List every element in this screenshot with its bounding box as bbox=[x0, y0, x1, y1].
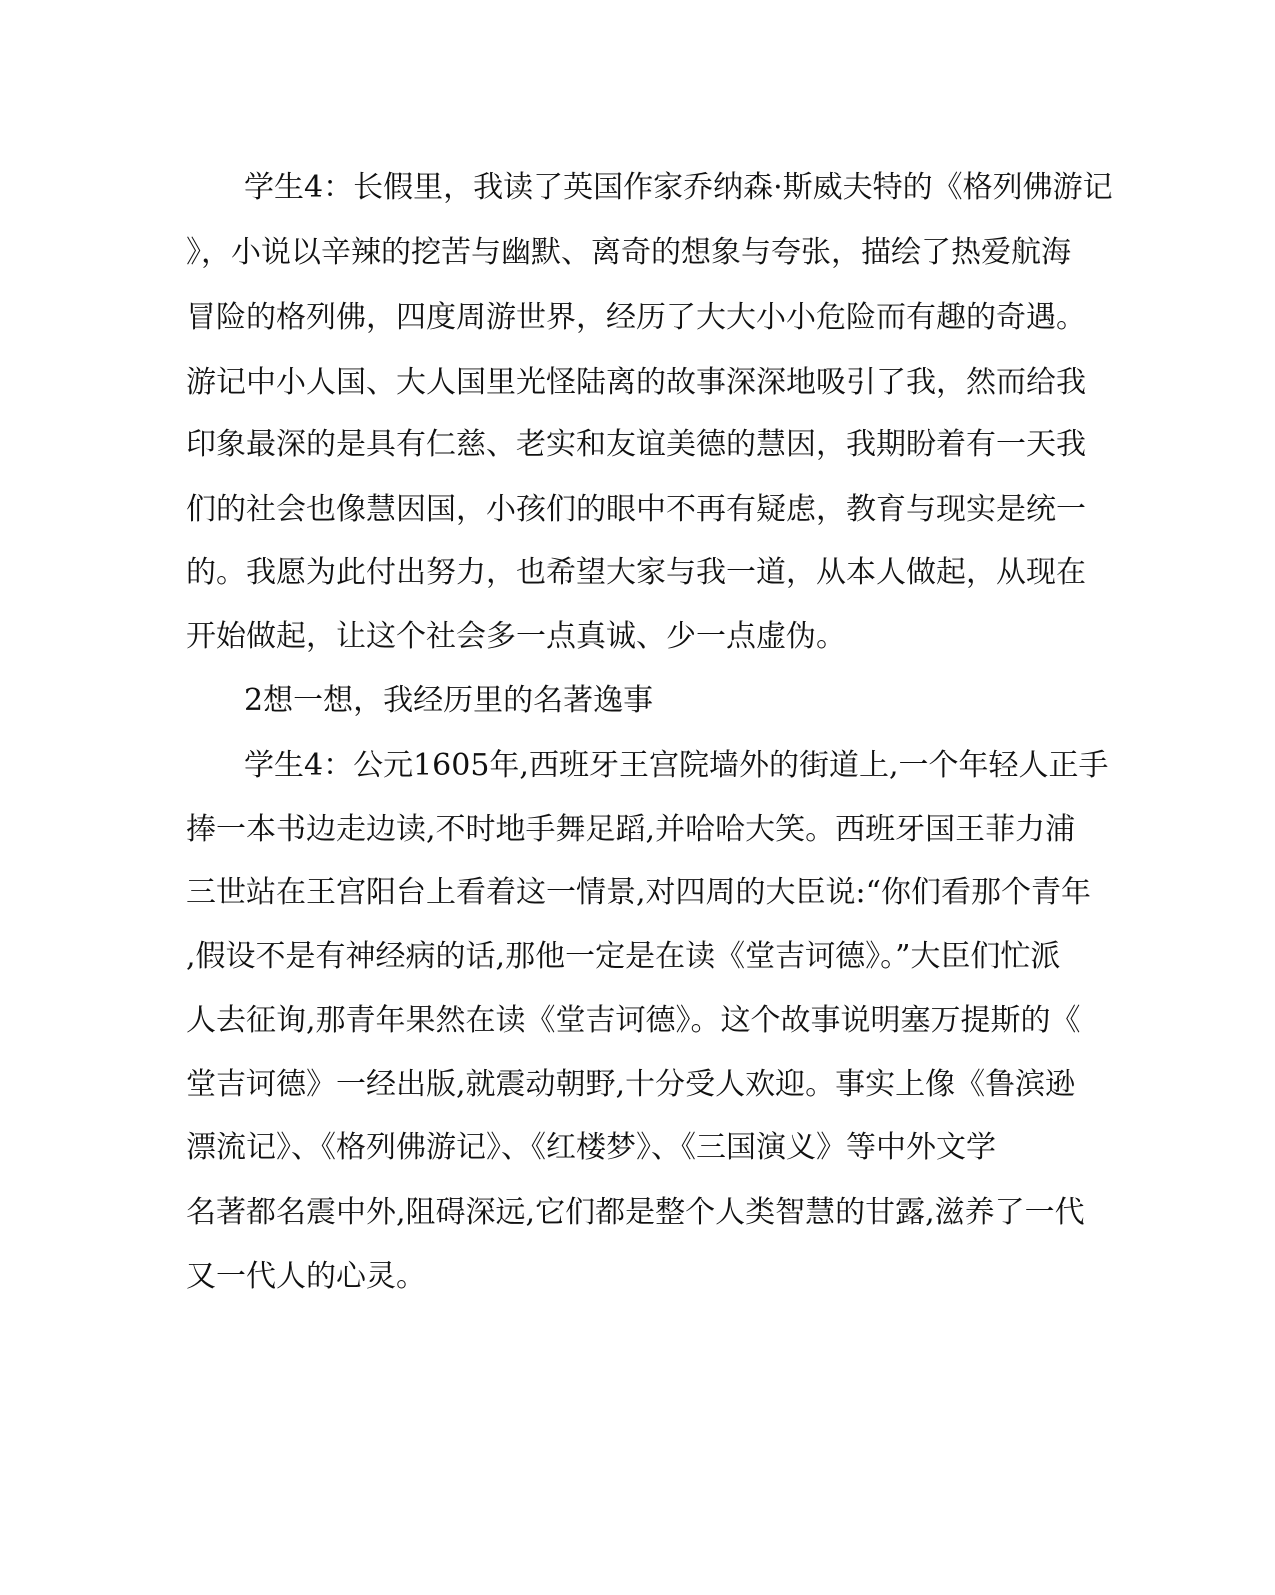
paragraph-line: 漂流记》、《格列佛游记》、《红楼梦》、《三国演义》等中外文学 bbox=[186, 1130, 996, 1165]
paragraph-line: 印象最深的是具有仁慈、老实和友谊美德的慧因，我期盼着有一天我 bbox=[186, 427, 1086, 462]
paragraph-line: 三世站在王宫阳台上看着这一情景,对四周的大臣说:“你们看那个青年 bbox=[186, 875, 1091, 910]
paragraph-line: 们的社会也像慧因国，小孩们的眼中不再有疑虑，教育与现实是统一 bbox=[186, 492, 1086, 527]
paragraph-line: 学生4：公元1605年,西班牙王宫院墙外的街道上,一个年轻人正手 bbox=[244, 748, 1109, 783]
paragraph-line: 冒险的格列佛，四度周游世界，经历了大大小小危险而有趣的奇遇。 bbox=[186, 300, 1086, 335]
paragraph-line: 人去征询,那青年果然在读《堂吉诃德》。这个故事说明塞万提斯的《 bbox=[186, 1003, 1081, 1038]
paragraph-line: 开始做起，让这个社会多一点真诚、少一点虚伪。 bbox=[186, 619, 846, 654]
paragraph-line: 游记中小人国、大人国里光怪陆离的故事深深地吸引了我，然而给我 bbox=[186, 365, 1086, 400]
paragraph-line: 又一代人的心灵。 bbox=[186, 1259, 426, 1294]
paragraph-line: 的。我愿为此付出努力，也希望大家与我一道，从本人做起，从现在 bbox=[186, 555, 1086, 590]
paragraph-line: 》，小说以辛辣的挖苦与幽默、离奇的想象与夸张，描绘了热爱航海 bbox=[186, 235, 1071, 270]
paragraph-line: 学生4：长假里，我读了英国作家乔纳森·斯威夫特的《格列佛游记 bbox=[244, 170, 1113, 205]
paragraph-line: 捧一本书边走边读,不时地手舞足蹈,并哈哈大笑。西班牙国王菲力浦 bbox=[186, 812, 1076, 847]
paragraph-line: ,假设不是有神经病的话,那他一定是在读《堂吉诃德》。”大臣们忙派 bbox=[186, 939, 1061, 974]
paragraph-line: 堂吉诃德》一经出版,就震动朝野,十分受人欢迎。事实上像《鲁滨逊 bbox=[186, 1067, 1076, 1102]
paragraph-line: 名著都名震中外,阻碍深远,它们都是整个人类智慧的甘露,滋养了一代 bbox=[186, 1195, 1085, 1230]
section-heading: 2想一想，我经历里的名著逸事 bbox=[244, 683, 654, 718]
